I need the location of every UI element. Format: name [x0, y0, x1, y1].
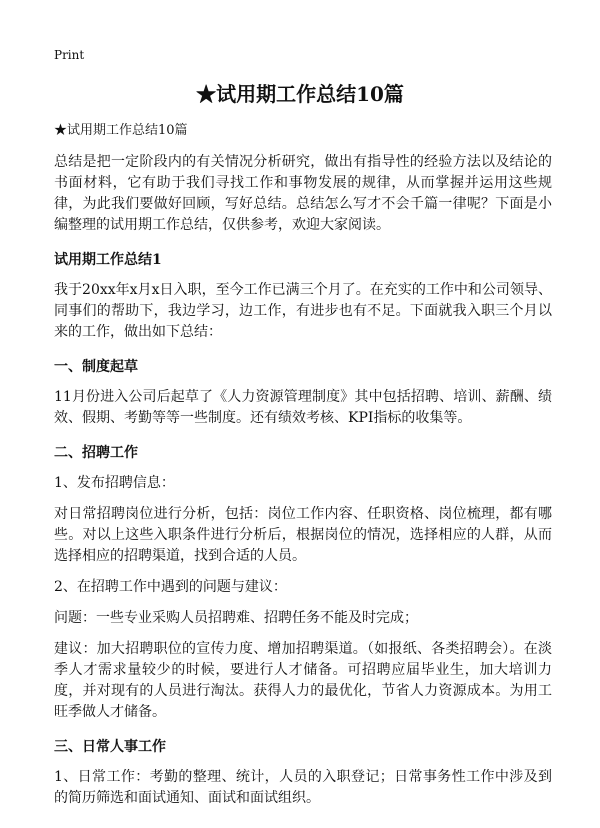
- document-body: [54, 122, 552, 809]
- print-link[interactable]: Print: [54, 48, 85, 62]
- section-intro-paragraph: 我于20xx年x月x日入职，至今工作已满三个月了。在充实的工作中和公司领导、同事们的帮助下，我边学习，边工作，有进步也有不足。下面就我入职三个月以来的工作，做出如下总结：: [54, 282, 552, 340]
- paragraph-recruit-publish: 1、发布招聘信息：: [54, 475, 175, 491]
- paragraph-system-drafting: 11月份进入公司后起草了《人力资源管理制度》其中包括招聘、培训、薪酬、绩效、假期、考勤等等一些制度。还有绩效考核、KPI指标的收集等。: [54, 389, 552, 426]
- heading-recruitment: 二、招聘工作: [54, 445, 138, 461]
- paragraph-daily-work: 1、日常工作：考勤的整理、统计，人员的入职登记；日常事务性工作中涉及到的简历筛选和面试通知、面试和面试组织。: [54, 769, 552, 806]
- heading-system-drafting: 一、制度起草: [54, 359, 138, 375]
- paragraph-recruit-problem: 问题：一些专业采购人员招聘难、招聘任务不能及时完成；: [54, 610, 418, 626]
- intro-paragraph: 总结是把一定阶段内的有关情况分析研究，做出有指导性的经验方法以及结论的书面材料，它有助于我们寻找工作和事物发展的规律，从而掌握并运用这些规律，为此我们要做好回顾，写好总结。总结怎么写才不会千篇一律呢？下面是小编整理的试用期工作总结，仅供参考，欢迎大家阅读。: [54, 154, 552, 233]
- section-heading: 试用期工作总结1: [54, 252, 162, 268]
- paragraph-recruit-issues: 2、在招聘工作中遇到的问题与建议：: [54, 579, 287, 595]
- document-subtitle: ★试用期工作总结10篇: [54, 123, 188, 138]
- paragraph-recruit-suggestion: 建议：加大招聘职位的宣传力度、增加招聘渠道。（如报纸、各类招聘会）。在淡季人才需求量较少的时候，要进行人才储备。可招聘应届毕业生，加大培训力度，并对现有的人员进行淘汰。获得人力的最优化，节省人力资源成本。为用工旺季做人才储备。: [54, 641, 552, 720]
- page-title: ★试用期工作总结10篇: [196, 82, 404, 106]
- paragraph-recruit-analysis: 对日常招聘岗位进行分析，包括：岗位工作内容、任职资格、岗位梳理，都有哪些。对以上这些入职条件进行分析后，根据岗位的情况，选择相应的人群，从而选择相应的招聘渠道，找到合适的人员。: [54, 506, 552, 564]
- heading-daily-hr: 三、日常人事工作: [54, 739, 166, 755]
